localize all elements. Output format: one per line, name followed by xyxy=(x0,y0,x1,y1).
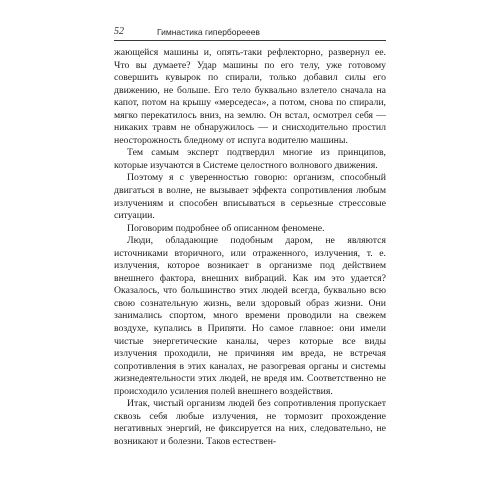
running-title: Гимнастика гиперборееев xyxy=(157,27,260,37)
page-number: 52 xyxy=(114,26,124,37)
body-text xyxy=(114,47,386,449)
running-header xyxy=(114,26,386,41)
paragraph-continuation: жающейся машины и, опять-таки рефлекторно, развернул ее. Что вы думаете? Удар машины по его телу, уже готовому совершить кувырок по спирали, только добавил силы его движению, не больше. Его тело буквально взлетело сначала на капот, потом на крышу «мерседеса», а потом, снова по спирали, мягко перекатилось вниз, на землю. Он встал, осмотрел себя — никаких травм не обнаружилось — и снисходительно простил неосторожность бледному от испуга водителю машины. xyxy=(114,47,386,146)
paragraph: Люди, обладающие подобным даром, не являются источниками вторичного, или отраженного, излучения, т. е. излучения, которое возникает в организме под действием внешнего фактора, внешних вибраций. Как им это удается? Оказалось, что большинство этих людей всегда, буквально всю свою сознательную жизнь, вели здоровый образ жизни. Они занимались спортом, много времени проводили на свежем воздухе, купались в Припяти. Но самое главное: они имели чистые энергетические каналы, через которые все виды излучения проходили, не причиняя им вреда, не встречая сопротивления в этих каналах, не разогревая органы и системы жизнедеятельности этих людей, не вредя им. Соответственно не происходило усиления полей внешнего воздействия. xyxy=(114,235,386,397)
paragraph: Поговорим подробнее об описанном феномене. xyxy=(127,222,325,234)
paragraph: Поэтому я с уверенностью говорю: организм, способный двигаться в волне, не вызывает эффекта сопротивления любым излучениям и способен вписываться в серьезные стрессовые ситуации. xyxy=(114,172,386,222)
paragraph: Тем самым эксперт подтвердил многие из принципов, которые изучаются в Системе целостного волнового движения. xyxy=(114,147,386,171)
paragraph: Итак, чистый организм людей без сопротивления пропускает сквозь себя любые излучения, не тормозит прохождение негативных энергий, не фиксируется на них, следовательно, не возникают и болезни. Таков естествен- xyxy=(114,398,386,447)
